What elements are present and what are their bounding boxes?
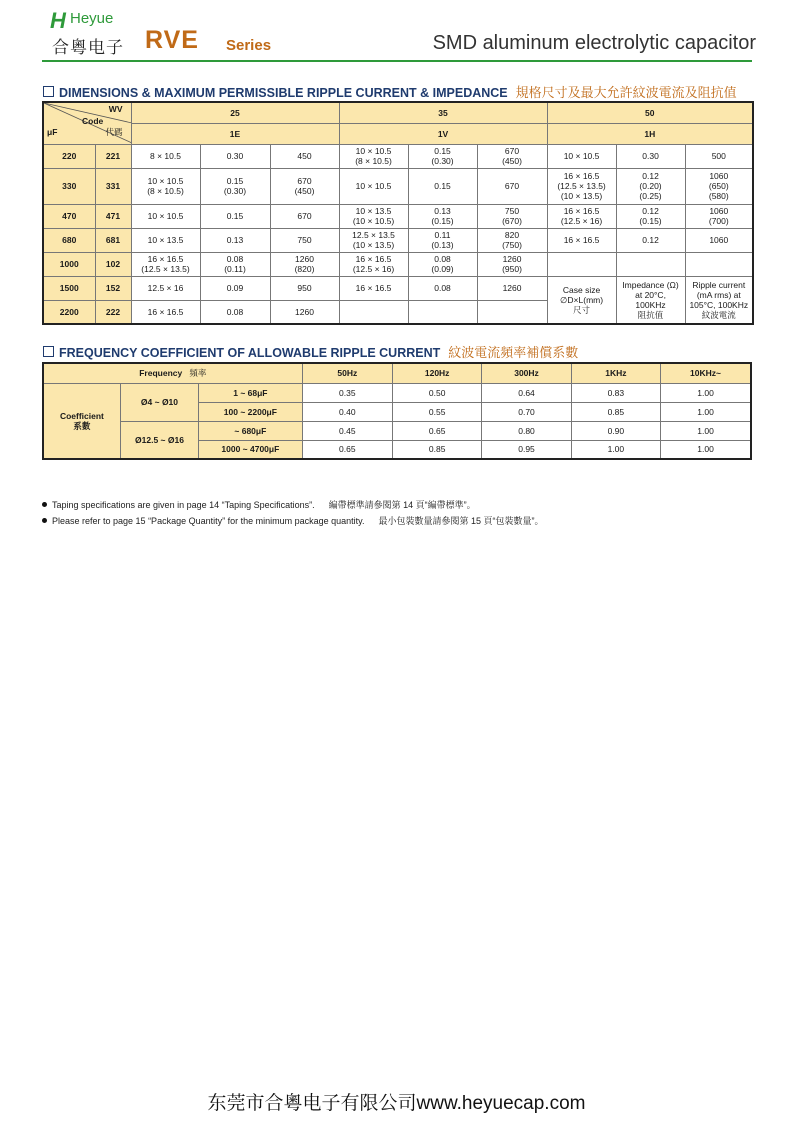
corner-code-label: Code [82,116,104,126]
frequency-col-header: 50Hz [302,363,392,383]
table-row [43,204,753,228]
table-corner-header [43,102,131,144]
coefficient-cell: 0.35 [302,383,392,402]
impedance-cell: 0.09 [200,276,270,300]
series-word: Series [226,37,272,54]
company-name-cn: 合粵电子 [52,38,124,57]
ripple-cell: 1060 (650) (580) [685,168,753,204]
code-cell: 221 [95,144,131,168]
footer-company-url: 东莞市合粵电子有限公司www.heyuecap.com [207,1093,586,1114]
capacitance-cell: 1000 [43,252,95,276]
case-size-cell: 10 × 13.5 (10 × 10.5) [339,204,408,228]
frequency-label-cn: 頻率 [189,368,207,379]
capacitance-range-label: 100 ~ 2200μF [199,402,302,421]
section-frequency-title-cn: 紋波電流頻率補償系數 [448,345,579,360]
frequency-col-header: 300Hz [482,363,571,383]
document-title: SMD aluminum electrolytic capacitor [432,32,756,54]
ripple-cell: 670 [270,204,339,228]
case-size-cell: 16 × 16.5 (12.5 × 16) [547,204,616,228]
note-package-cn: 最小包裝數量請參閱第 15 頁“包裝數量”。 [378,516,544,526]
frequency-col-header: 1KHz [571,363,660,383]
coefficient-label: Coefficient 系數 [43,383,120,459]
table-row [43,421,751,440]
note-taping [42,498,476,511]
coefficient-cell: 0.64 [482,383,571,402]
capacitance-range-label: ~ 680μF [199,421,302,440]
case-size-cell: 10 × 10.5 [547,144,616,168]
frequency-col-header: 10KHz~ [661,363,751,383]
impedance-cell: 0.08 [408,276,477,300]
capacitance-range-label: 1 ~ 68μF [199,383,302,402]
coefficient-cell: 0.83 [571,383,660,402]
case-size-cell: 10 × 10.5 (8 × 10.5) [339,144,408,168]
section-dimensions-title [43,82,737,101]
wv-header-25: 25 [131,102,339,123]
series-code: RVE [145,26,199,54]
frequency-label: Frequency [139,368,183,379]
size-group-label: Ø12.5 ~ Ø16 [120,421,198,459]
coefficient-cell: 0.40 [302,402,392,421]
capacitance-cell: 470 [43,204,95,228]
impedance-cell: 0.12 (0.15) [616,204,685,228]
impedance-cell: 0.08 [200,300,270,324]
coefficient-cell: 0.90 [571,421,660,440]
case-size-cell: 16 × 16.5 (12.5 × 13.5) (10 × 13.5) [547,168,616,204]
case-size-cell: 10 × 10.5 (8 × 10.5) [131,168,200,204]
ripple-cell: 1260 (950) [477,252,547,276]
empty-cell [339,300,408,324]
code-header-1h: 1H [547,123,753,144]
ripple-cell: 1260 [477,276,547,300]
impedance-cell: 0.11 (0.13) [408,228,477,252]
coefficient-cell: 0.95 [482,440,571,459]
ripple-cell: 750 [270,228,339,252]
case-size-cell: 16 × 16.5 [131,300,200,324]
coefficient-cell: 1.00 [571,440,660,459]
ripple-cell: 950 [270,276,339,300]
note-taping-cn: 編帶標準請參閱第 14 頁“編帶標準”。 [328,500,476,510]
code-cell: 222 [95,300,131,324]
impedance-cell: 0.30 [200,144,270,168]
case-size-cell: 16 × 16.5 (12.5 × 16) [339,252,408,276]
wv-header-50: 50 [547,102,753,123]
ripple-cell: 1260 (820) [270,252,339,276]
ripple-cell: 1060 [685,228,753,252]
impedance-cell: 0.12 (0.20) (0.25) [616,168,685,204]
empty-cell [616,252,685,276]
note-package [42,514,544,527]
code-header-1e: 1E [131,123,339,144]
frequency-col-header: 120Hz [392,363,481,383]
coefficient-cell: 0.55 [392,402,481,421]
impedance-cell: 0.30 [616,144,685,168]
code-cell: 152 [95,276,131,300]
code-header-1v: 1V [339,123,547,144]
table-row [43,252,753,276]
logo-brand: Heyue [70,10,114,27]
case-size-cell: 10 × 10.5 [131,204,200,228]
logo-mark: H [50,8,66,33]
capacitance-cell: 2200 [43,300,95,324]
impedance-cell: 0.15 [408,168,477,204]
table-row [43,168,753,204]
coefficient-cell: 0.65 [302,440,392,459]
impedance-cell: 0.15 (0.30) [200,168,270,204]
capacitance-cell: 220 [43,144,95,168]
corner-uf-label: μF [47,127,58,137]
legend-ripple-current: Ripple current (mA rms) at 105°C, 100KHz 紋波電流 [685,276,753,324]
code-cell: 102 [95,252,131,276]
size-group-label: Ø4 ~ Ø10 [120,383,198,421]
frequency-header [43,363,302,383]
ripple-cell: 670 (450) [477,144,547,168]
legend-impedance: Impedance (Ω) at 20°C, 100KHz 阻抗值 [616,276,685,324]
coefficient-cell: 1.00 [661,383,751,402]
coefficient-cell: 1.00 [661,421,751,440]
frequency-table [42,362,752,460]
section-dimensions-title-en: DIMENSIONS & MAXIMUM PERMISSIBLE RIPPLE CURRENT & IMPEDANCE [59,86,508,100]
section-frequency-title-en: FREQUENCY COEFFICIENT OF ALLOWABLE RIPPLE CURRENT [59,346,441,360]
bullet-icon [42,518,47,523]
capacitance-cell: 680 [43,228,95,252]
case-size-cell: 16 × 16.5 [339,276,408,300]
coefficient-cell: 0.50 [392,383,481,402]
coefficient-cell: 0.85 [392,440,481,459]
case-size-cell: 12.5 × 13.5 (10 × 13.5) [339,228,408,252]
impedance-cell: 0.08 (0.11) [200,252,270,276]
impedance-cell: 0.15 (0.30) [408,144,477,168]
empty-cell [685,252,753,276]
table-row [43,383,751,402]
section-frequency-title [43,342,578,361]
capacitance-cell: 1500 [43,276,95,300]
table-row [43,276,753,300]
code-cell: 331 [95,168,131,204]
ripple-cell: 1260 [270,300,339,324]
coefficient-cell: 0.70 [482,402,571,421]
case-size-cell: 16 × 16.5 (12.5 × 13.5) [131,252,200,276]
wv-header-35: 35 [339,102,547,123]
case-size-cell: 12.5 × 16 [131,276,200,300]
case-size-cell: 8 × 10.5 [131,144,200,168]
ripple-cell: 820 (750) [477,228,547,252]
table-row [43,144,753,168]
impedance-cell: 0.12 [616,228,685,252]
empty-cell [547,252,616,276]
section-dimensions-title-cn: 規格尺寸及最大允許紋波電流及阻抗值 [515,85,737,100]
header-divider [42,60,752,62]
corner-wv-label: WV [108,104,123,114]
note-taping-en: Taping specifications are given in page 14 “Taping Specifications”. [52,500,315,510]
case-size-cell: 10 × 13.5 [131,228,200,252]
capacitance-cell: 330 [43,168,95,204]
capacitance-range-label: 1000 ~ 4700μF [199,440,302,459]
impedance-cell: 0.13 (0.15) [408,204,477,228]
coefficient-cell: 0.65 [392,421,481,440]
coefficient-cell: 0.45 [302,421,392,440]
code-cell: 681 [95,228,131,252]
ripple-cell: 1060 (700) [685,204,753,228]
dimensions-table [42,101,754,325]
impedance-cell: 0.13 [200,228,270,252]
table-row [43,228,753,252]
case-size-cell: 16 × 16.5 [547,228,616,252]
ripple-cell: 500 [685,144,753,168]
legend-case-size: Case size ∅D×L(mm) 尺寸 [547,276,616,324]
empty-cell [408,300,477,324]
code-cell: 471 [95,204,131,228]
coefficient-cell: 0.80 [482,421,571,440]
coefficient-cell: 1.00 [661,402,751,421]
case-size-cell: 10 × 10.5 [339,168,408,204]
impedance-cell: 0.08 (0.09) [408,252,477,276]
impedance-cell: 0.15 [200,204,270,228]
corner-code-cn-label: 代碼 [105,127,123,137]
coefficient-cell: 0.85 [571,402,660,421]
checkbox-square-icon [43,86,54,97]
coefficient-cell: 1.00 [661,440,751,459]
ripple-cell: 670 (450) [270,168,339,204]
empty-cell [477,300,547,324]
ripple-cell: 670 [477,168,547,204]
ripple-cell: 750 (670) [477,204,547,228]
checkbox-square-icon [43,346,54,357]
note-package-en: Please refer to page 15 “Package Quantity” for the minimum package quantity. [52,516,365,526]
bullet-icon [42,502,47,507]
ripple-cell: 450 [270,144,339,168]
